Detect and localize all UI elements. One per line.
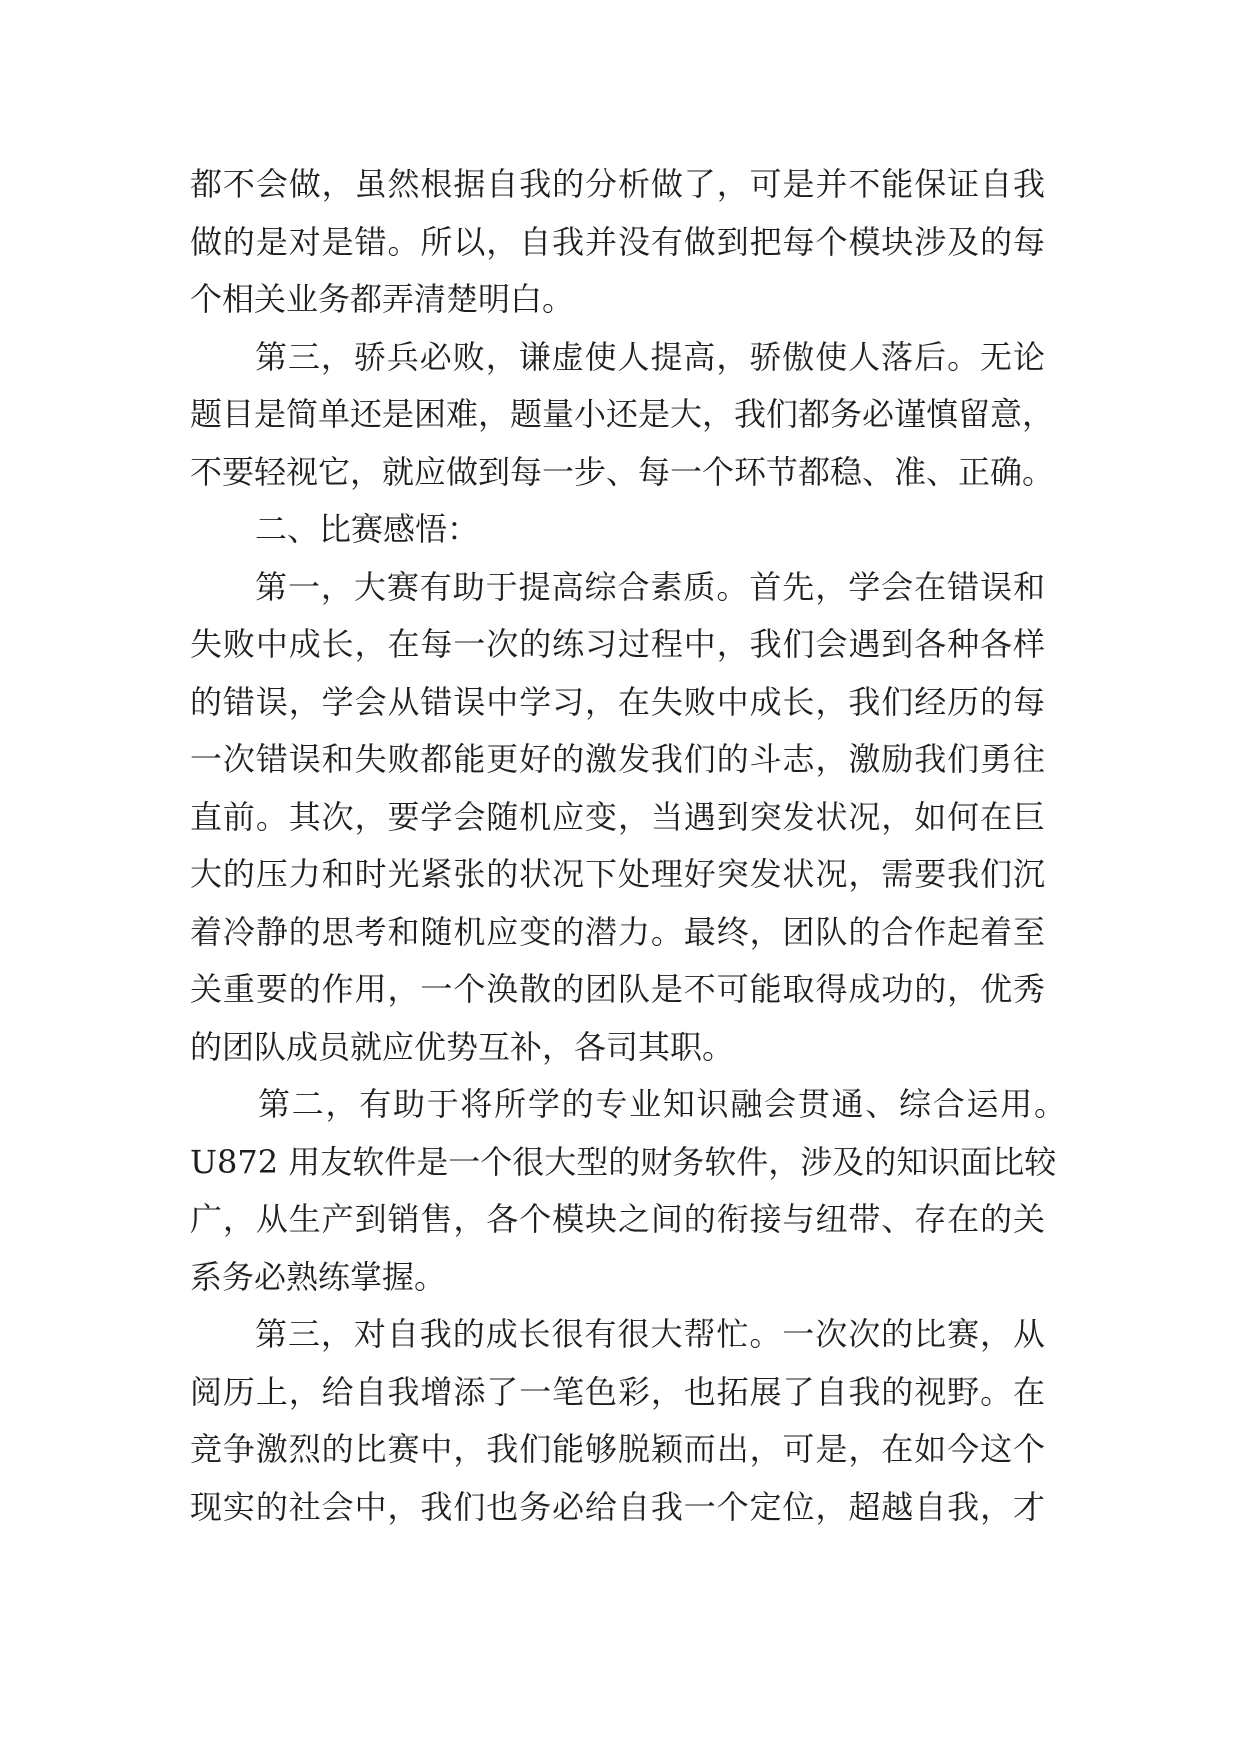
text-line: 关重要的作用，一个涣散的团队是不可能取得成功的，优秀 — [190, 970, 1045, 1008]
text-line: 个相关业务都弄清楚明白。 — [190, 280, 575, 318]
body-text — [190, 156, 1066, 1536]
text-line: 都不会做，虽然根据自我的分析做了，可是并不能保证自我 — [190, 165, 1045, 203]
text-line: 大的压力和时光紧张的状况下处理好突发状况，需要我们沉 — [190, 855, 1045, 893]
text-line: 直前。其次，要学会随机应变，当遇到突发状况，如何在巨 — [190, 797, 1045, 836]
paragraph — [190, 1306, 1045, 1536]
text-line: 着冷静的思考和随机应变的潜力。最终，团队的合作起着至 — [190, 912, 1045, 951]
text-line: U872 用友软件是一个很大型的财务软件，涉及的知识面比较 — [190, 1142, 1057, 1181]
text-line: 题目是简单还是困难，题量小还是大，我们都务必谨慎留意， — [190, 395, 1055, 433]
text-line: 第三，对自我的成长很有很大帮忙。一次次的比赛，从 — [255, 1315, 1045, 1353]
text-line: 第二，有助于将所学的专业知识融会贯通、综合运用。 — [258, 1085, 1066, 1123]
paragraph — [190, 156, 1045, 329]
text-line: 广，从生产到销售，各个模块之间的衔接与纽带、存在的关 — [190, 1200, 1045, 1238]
text-line: 不要轻视它，就应做到每一步、每一个环节都稳、准、正确。 — [190, 452, 1055, 491]
text-line: 现实的社会中，我们也务必给自我一个定位，超越自我，才 — [190, 1487, 1045, 1526]
text-line: 第三，骄兵必败，谦虚使人提高，骄傲使人落后。无论 — [255, 337, 1045, 376]
text-line: 一次错误和失败都能更好的激发我们的斗志，激励我们勇往 — [190, 740, 1045, 778]
text-line: 失败中成长，在每一次的练习过程中，我们会遇到各种各样 — [190, 625, 1045, 663]
paragraph — [190, 559, 1045, 1077]
text-line: 第一，大赛有助于提高综合素质。首先，学会在错误和 — [255, 567, 1045, 606]
text-line: 二、比赛感悟： — [255, 510, 480, 548]
text-line: 竞争激烈的比赛中，我们能够脱颖而出，可是，在如今这个 — [190, 1430, 1045, 1468]
section-heading — [190, 501, 1045, 559]
paragraph — [190, 329, 1055, 502]
paragraph — [190, 1076, 1066, 1306]
text-line: 系务必熟练掌握。 — [190, 1257, 447, 1296]
text-line: 的团队成员就应优势互补，各司其职。 — [190, 1027, 735, 1066]
text-line: 的错误，学会从错误中学习，在失败中成长，我们经历的每 — [190, 682, 1045, 721]
text-line: 做的是对是错。所以，自我并没有做到把每个模块涉及的每 — [190, 222, 1045, 261]
text-line: 阅历上，给自我增添了一笔色彩，也拓展了自我的视野。在 — [190, 1372, 1045, 1411]
